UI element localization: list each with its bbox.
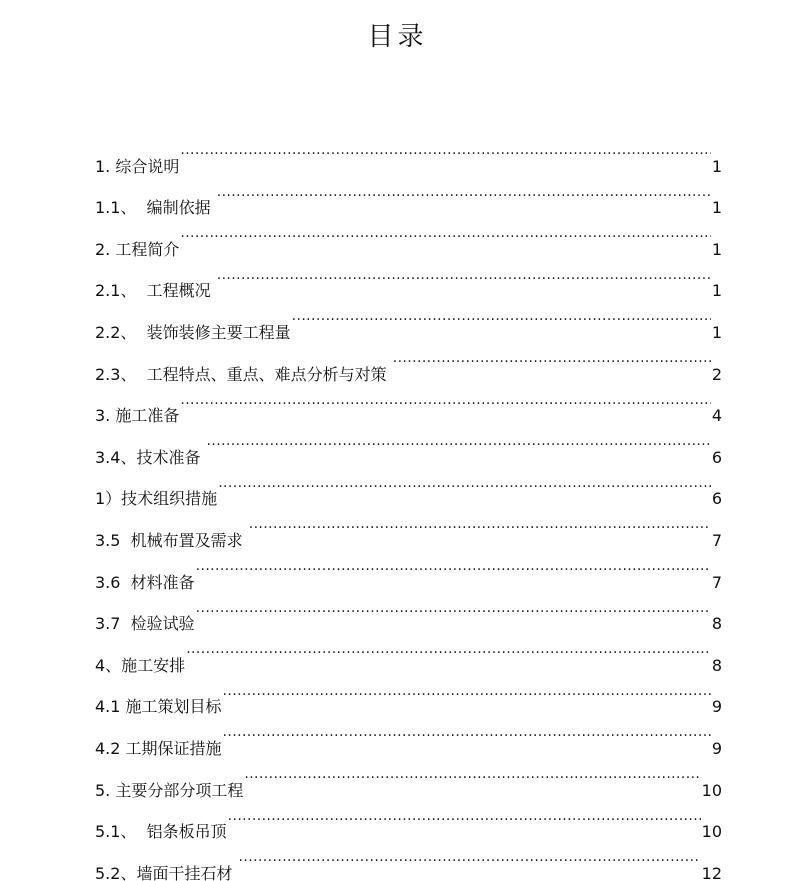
toc-entry[interactable] [95, 172, 722, 218]
toc-entry-label: 4、施工安排 [95, 655, 186, 675]
dot-leader [292, 296, 711, 338]
dot-leader [218, 463, 711, 505]
toc-entry-label: 2.2、 装饰装修主要工程量 [95, 322, 291, 342]
toc-entry-page: 8 [711, 655, 722, 675]
toc-entry-page: 1 [711, 322, 722, 342]
dot-leader [223, 712, 711, 754]
dot-leader [228, 796, 701, 838]
toc-entry-label: 2.3、 工程特点、重点、难点分析与对策 [95, 364, 392, 384]
dot-leader [196, 546, 711, 588]
dot-leader [180, 130, 710, 172]
toc-entry-page: 10 [701, 822, 722, 842]
toc-entry-label: 3.7 检验试验 [95, 614, 195, 634]
toc-entry-label: 4.2 工期保证措施 [95, 738, 222, 758]
toc-entry[interactable] [95, 421, 722, 467]
toc-entry-page: 9 [711, 738, 722, 758]
dot-leader [180, 213, 710, 255]
toc-entry-page: 12 [701, 863, 722, 881]
toc-entry-label: 4.1 施工策划目标 [95, 697, 222, 717]
table-of-contents [95, 130, 722, 879]
dot-leader [217, 172, 711, 214]
toc-entry-label: 3.4、技术准备 [95, 447, 206, 467]
toc-entry-page: 1 [711, 156, 722, 176]
toc-entry-page: 4 [711, 406, 722, 426]
dot-leader [239, 837, 701, 879]
toc-entry-label: 5.1、 铝条板吊顶 [95, 822, 227, 842]
toc-entry-label: 2. 工程简介 [95, 239, 180, 259]
toc-entry-label: 3.6 材料准备 [95, 572, 195, 592]
toc-entry[interactable] [95, 255, 722, 301]
toc-entry-page: 1 [711, 239, 722, 259]
dot-leader [249, 504, 711, 546]
toc-entry-page: 6 [711, 447, 722, 467]
toc-entry[interactable] [95, 213, 722, 259]
toc-entry-page: 7 [711, 530, 722, 550]
toc-entry-page: 10 [701, 780, 722, 800]
toc-entry-page: 2 [711, 364, 722, 384]
toc-entry-label: 2.1、 工程概况 [95, 281, 216, 301]
toc-entry-label: 5.2、墙面干挂石材 [95, 863, 238, 881]
toc-entry[interactable] [95, 671, 722, 717]
toc-title: 目录 [367, 22, 428, 52]
dot-leader [223, 671, 711, 713]
toc-entry-page: 6 [711, 489, 722, 509]
toc-entry-label: 1）技术组织措施 [95, 489, 218, 509]
dot-leader [217, 255, 711, 297]
toc-entry-label: 1. 综合说明 [95, 156, 180, 176]
toc-entry-page: 1 [711, 281, 722, 301]
toc-entry[interactable] [95, 629, 722, 675]
dot-leader [196, 588, 711, 630]
toc-entry-label: 5. 主要分部分项工程 [95, 780, 244, 800]
toc-entry-page: 9 [711, 697, 722, 717]
toc-entry-label: 1.1、 编制依据 [95, 198, 216, 218]
dot-leader [244, 754, 700, 796]
dot-leader [207, 421, 711, 463]
toc-entry-page: 8 [711, 614, 722, 634]
toc-entry-label: 3.5 机械布置及需求 [95, 530, 248, 550]
toc-entry-label: 3. 施工准备 [95, 406, 180, 426]
dot-leader [186, 629, 711, 671]
dot-leader [393, 338, 711, 380]
toc-entry[interactable] [95, 380, 722, 426]
toc-entry-page: 1 [711, 198, 722, 218]
toc-entry[interactable] [95, 130, 722, 176]
toc-entry-page: 7 [711, 572, 722, 592]
dot-leader [180, 380, 710, 422]
